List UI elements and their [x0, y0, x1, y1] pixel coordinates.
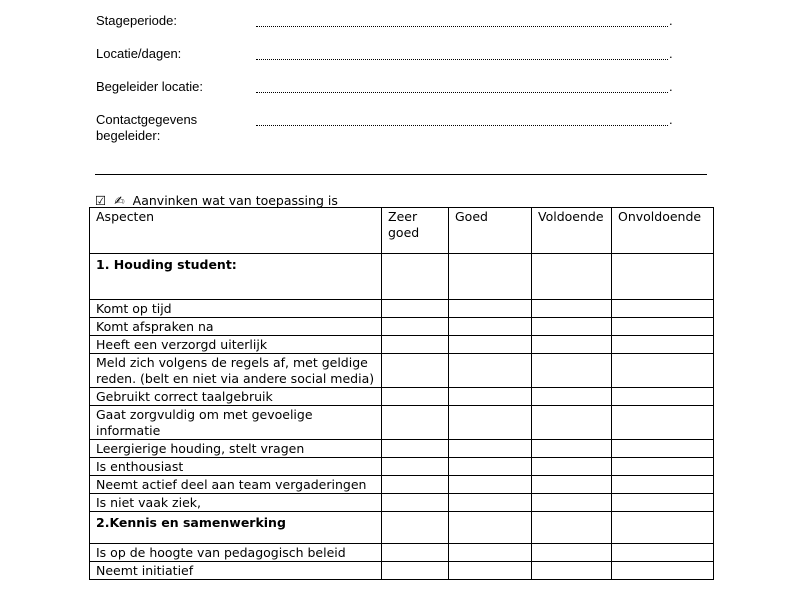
rating-cell-zeer-goed[interactable]: [382, 476, 449, 494]
rating-cell-onvoldoende[interactable]: [612, 458, 714, 476]
section-row: [90, 512, 714, 544]
rating-cell-voldoende[interactable]: [532, 494, 612, 512]
rating-cell-onvoldoende[interactable]: [612, 388, 714, 406]
rating-cell-voldoende[interactable]: [532, 354, 612, 388]
rating-cell-zeer-goed[interactable]: [382, 406, 449, 440]
header-zeer-goed: Zeer goed: [382, 208, 449, 254]
rating-cell-voldoende[interactable]: [532, 458, 612, 476]
rating-cell-voldoende[interactable]: [532, 440, 612, 458]
aspect-label: Komt op tijd: [90, 300, 382, 318]
aspect-label: Heeft een verzorgd uiterlijk: [90, 336, 382, 354]
aspect-label: Gaat zorgvuldig om met gevoelige informatie: [90, 406, 382, 440]
rating-cell-onvoldoende[interactable]: [612, 440, 714, 458]
rating-cell-goed[interactable]: [449, 388, 532, 406]
aspect-label: Gebruikt correct taalgebruik: [90, 388, 382, 406]
rating-cell-goed[interactable]: [449, 562, 532, 580]
table-row: [90, 354, 714, 388]
rating-cell-goed[interactable]: [449, 300, 532, 318]
rating-cell-onvoldoende[interactable]: [612, 354, 714, 388]
rating-cell-zeer-goed[interactable]: [382, 512, 449, 544]
rating-cell-zeer-goed[interactable]: [382, 300, 449, 318]
field-end-mark: .: [669, 46, 673, 61]
rating-cell-voldoende[interactable]: [532, 388, 612, 406]
rating-cell-goed[interactable]: [449, 544, 532, 562]
rating-cell-goed[interactable]: [449, 440, 532, 458]
rating-cell-onvoldoende[interactable]: [612, 562, 714, 580]
rating-cell-voldoende[interactable]: [532, 254, 612, 300]
table-header-row: [90, 208, 714, 254]
section-title: 1. Houding student:: [90, 254, 382, 300]
aspect-label: Meld zich volgens de regels af, met geldige reden. (belt en niet via andere social media): [90, 354, 382, 388]
table-row: [90, 476, 714, 494]
field-dotted-line[interactable]: [256, 50, 668, 60]
rating-cell-zeer-goed[interactable]: [382, 494, 449, 512]
header-aspecten: Aspecten: [90, 208, 382, 254]
rating-cell-zeer-goed[interactable]: [382, 562, 449, 580]
rating-cell-onvoldoende[interactable]: [612, 406, 714, 440]
section-row: [90, 254, 714, 300]
field-end-mark: .: [669, 79, 673, 94]
header-voldoende: Voldoende: [532, 208, 612, 254]
rating-cell-voldoende[interactable]: [532, 562, 612, 580]
section-title: 2.Kennis en samenwerking: [90, 512, 382, 544]
table-row: [90, 336, 714, 354]
rating-cell-onvoldoende[interactable]: [612, 300, 714, 318]
instruction-line: [95, 193, 338, 208]
field-label: Contactgegevens begeleider:: [96, 112, 198, 143]
rating-cell-zeer-goed[interactable]: [382, 254, 449, 300]
rating-cell-voldoende[interactable]: [532, 318, 612, 336]
table-row: [90, 458, 714, 476]
rating-cell-goed[interactable]: [449, 254, 532, 300]
header-onvoldoende: Onvoldoende: [612, 208, 714, 254]
rating-cell-goed[interactable]: [449, 476, 532, 494]
rating-cell-goed[interactable]: [449, 458, 532, 476]
table-row: [90, 406, 714, 440]
horizontal-rule: [95, 174, 707, 175]
rating-cell-zeer-goed[interactable]: [382, 458, 449, 476]
table-row: [90, 318, 714, 336]
aspect-label: Neemt actief deel aan team vergaderingen: [90, 476, 382, 494]
rating-cell-onvoldoende[interactable]: [612, 336, 714, 354]
rating-cell-zeer-goed[interactable]: [382, 354, 449, 388]
aspect-label: Is op de hoogte van pedagogisch beleid: [90, 544, 382, 562]
rating-cell-onvoldoende[interactable]: [612, 476, 714, 494]
rating-cell-voldoende[interactable]: [532, 336, 612, 354]
table-row: [90, 300, 714, 318]
field-end-mark: .: [669, 112, 673, 127]
field-dotted-line[interactable]: [256, 116, 668, 126]
rating-cell-zeer-goed[interactable]: [382, 318, 449, 336]
rating-cell-voldoende[interactable]: [532, 512, 612, 544]
rating-cell-voldoende[interactable]: [532, 300, 612, 318]
aspect-label: Is niet vaak ziek,: [90, 494, 382, 512]
table-row: [90, 562, 714, 580]
header-goed: Goed: [449, 208, 532, 254]
rating-cell-zeer-goed[interactable]: [382, 336, 449, 354]
field-dotted-line[interactable]: [256, 17, 668, 27]
table-row: [90, 440, 714, 458]
table-row: [90, 388, 714, 406]
rating-cell-onvoldoende[interactable]: [612, 254, 714, 300]
rating-cell-onvoldoende[interactable]: [612, 512, 714, 544]
field-label: Locatie/dagen:: [96, 46, 182, 61]
field-dotted-line[interactable]: [256, 83, 668, 93]
rating-cell-goed[interactable]: [449, 318, 532, 336]
rating-cell-goed[interactable]: [449, 494, 532, 512]
rating-cell-voldoende[interactable]: [532, 406, 612, 440]
rating-cell-onvoldoende[interactable]: [612, 544, 714, 562]
checkbox-checked-icon: ☑: [95, 193, 107, 208]
rating-cell-onvoldoende[interactable]: [612, 318, 714, 336]
rating-cell-onvoldoende[interactable]: [612, 494, 714, 512]
aspect-label: Is enthousiast: [90, 458, 382, 476]
rating-cell-voldoende[interactable]: [532, 476, 612, 494]
rating-cell-goed[interactable]: [449, 336, 532, 354]
rating-cell-zeer-goed[interactable]: [382, 440, 449, 458]
table-row: [90, 544, 714, 562]
rating-cell-goed[interactable]: [449, 354, 532, 388]
field-label: Stageperiode:: [96, 13, 177, 28]
assessment-table: [89, 207, 714, 580]
field-label: Begeleider locatie:: [96, 79, 203, 94]
rating-cell-zeer-goed[interactable]: [382, 388, 449, 406]
rating-cell-voldoende[interactable]: [532, 544, 612, 562]
table-row: [90, 494, 714, 512]
aspect-label: Leergierige houding, stelt vragen: [90, 440, 382, 458]
instruction-text: Aanvinken wat van toepassing is: [132, 193, 338, 208]
field-end-mark: .: [669, 13, 673, 28]
aspect-label: Komt afspraken na: [90, 318, 382, 336]
rating-cell-goed[interactable]: [449, 406, 532, 440]
rating-cell-zeer-goed[interactable]: [382, 544, 449, 562]
rating-cell-goed[interactable]: [449, 512, 532, 544]
pen-writing-icon: ✍: [114, 193, 125, 208]
aspect-label: Neemt initiatief: [90, 562, 382, 580]
